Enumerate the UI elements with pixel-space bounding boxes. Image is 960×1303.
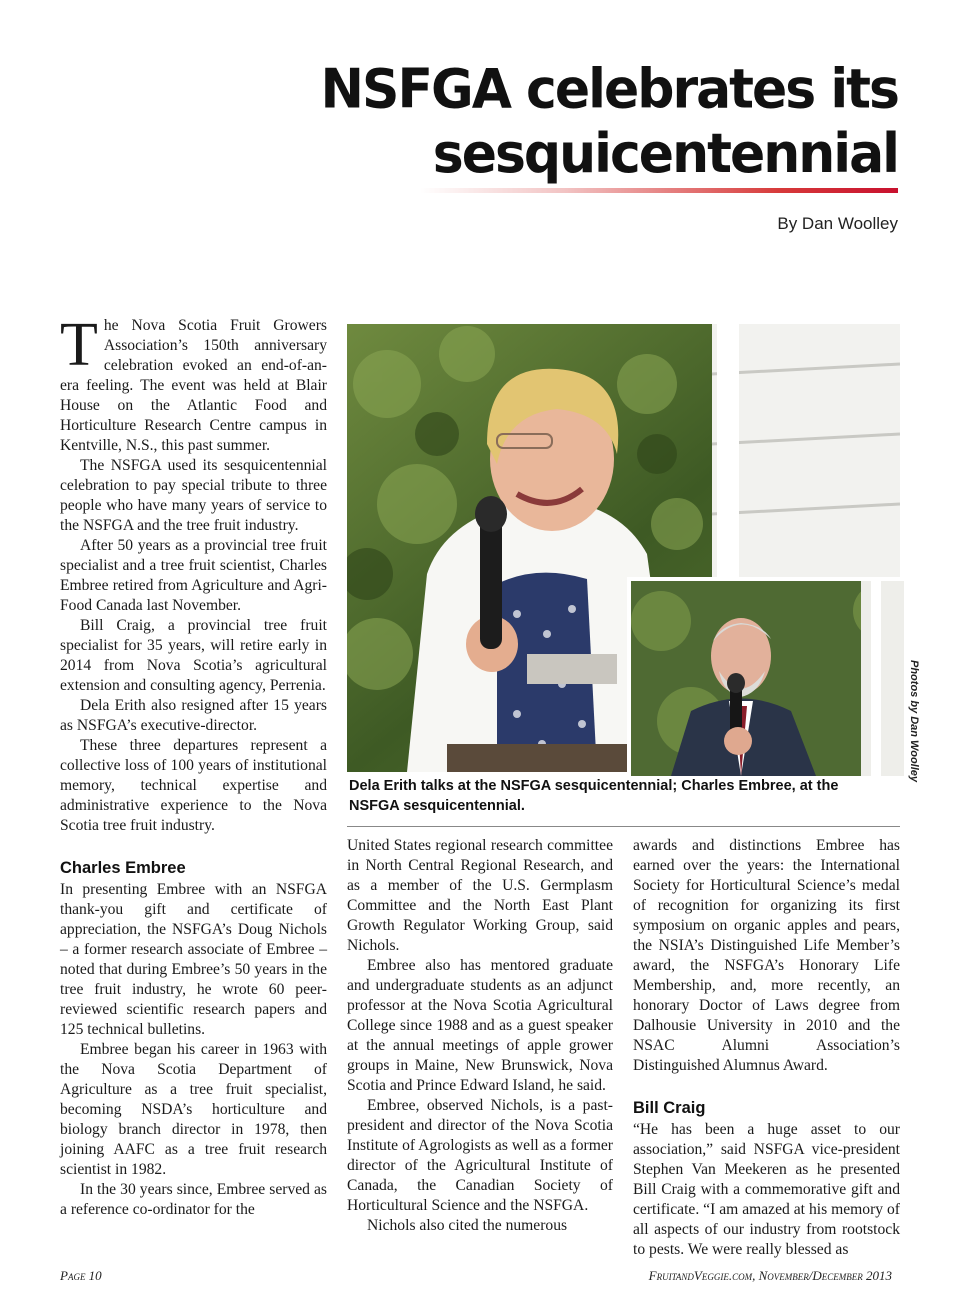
photo-credit-text: Photos by Dan Woolley: [908, 660, 920, 783]
title-line-2: sesquicentennial: [432, 123, 898, 186]
column-3: [633, 836, 900, 1260]
subhead-bill-craig: Bill Craig: [633, 1099, 706, 1117]
title-rule: [420, 188, 898, 193]
photo-credit: [906, 660, 920, 783]
paragraph: After 50 years as a provincial tree fruit specialist and a tree fruit scientist, Charles Embree retired from Agriculture and Agri-Food Canada last November.: [60, 537, 327, 614]
paragraph: Bill Craig, a provincial tree fruit specialist for 35 years, will retire early in 2014 from Nova Scotia’s agricultural extension and consulting agency, Perrenia.: [60, 617, 327, 694]
lead-paragraph-text: he Nova Scotia Fruit Growers Association’s 150th anniversary celebration evoked an end-of-an-era feeling. The event was held at Blair House on the Atlantic Food and Horticulture Research Centre campus in Kentville, N.S., this past summer.: [60, 317, 327, 454]
paragraph: These three departures represent a collective loss of 100 years of institutional memory, technical expertise and administrative experience to the Nova Scotia tree fruit industry.: [60, 737, 327, 834]
subhead-charles-embree: Charles Embree: [60, 859, 186, 877]
paragraph: Embree also has mentored graduate and undergraduate students as an adjunct professor at the Nova Scotia Agricultural College since 1988 and as a guest speaker at the annual meetings of apple grower groups in Maine, New Brunswick, Nova Scotia and Prince Edward Island, he said.: [347, 957, 613, 1094]
paragraph: awards and distinctions Embree has earned over the years: the International Society for Horticultural Science’s medal of recognition for organizing its first symposium on organic apples and pears, the NSIA’s Distinguished Life Member’s award, the NSFGA’s Honorary Life Membership, and, more recently, an honorary Doctor of Laws degree from Dalhousie University in 2010 and the NSAC Alumni Association’s Distinguished Alumnus Award.: [633, 837, 900, 1074]
paragraph: In the 30 years since, Embree served as a reference co-ordinator for the: [60, 1181, 327, 1218]
publication-footer: FruitandVeggie.com, November/December 2013: [648, 1268, 892, 1283]
column-1: [60, 311, 327, 1220]
lead-paragraph: [60, 311, 327, 456]
paragraph: Embree, observed Nichols, is a past-president and director of the Nova Scotia Institute of Agrologists as well as a former director of the Agricultural Institute of Canada, the Canadian Society of Horticultural Science and the NSFGA.: [347, 1097, 613, 1214]
title-line-1: NSFGA celebrates its: [320, 58, 898, 121]
photo-caption: Dela Erith talks at the NSFGA sesquicentennial; Charles Embree, at the NSFGA sesquicentennial.: [349, 778, 839, 814]
paragraph: United States regional research committee in North Central Regional Research, and as a member of the U.S. Germplasm Committee and the North East Plant Growth Regulator Working Group, said Nichols.: [347, 837, 613, 954]
caption-rule: [347, 826, 900, 827]
column-2: [347, 836, 613, 1236]
paragraph: “He has been a huge asset to our association,” said NSFGA vice-president Stephen Van Meekeren as he presented Bill Craig with a commemorative gift and certificate. “I am amazed at his memory of all aspects of our industry from rootstock to pests. We were really blessed as: [633, 1121, 900, 1258]
page-number: Page 10: [60, 1268, 102, 1283]
photo-charles-embree-illustration: [631, 581, 904, 776]
byline: By Dan Woolley: [777, 214, 898, 233]
paragraph: In presenting Embree with an NSFGA thank-you gift and certificate of appreciation, the NSFGA’s Doug Nichols – a former research associate of Embree – noted that during Embree’s 50 years in the tree fruit industry, he wrote 60 peer-reviewed scientific research papers and 125 technical bulletins.: [60, 881, 327, 1038]
paragraph: Nichols also cited the numerous: [367, 1217, 568, 1234]
paragraph: Dela Erith also resigned after 15 years as NSFGA’s executive-director.: [60, 697, 327, 734]
article-title: [198, 58, 898, 187]
photo-charles-embree: [627, 577, 904, 776]
paragraph: The NSFGA used its sesquicentennial celebration to pay special tribute to three people who have many years of service to the NSFGA and the tree fruit industry.: [60, 457, 327, 534]
paragraph: Embree began his career in 1963 with the Nova Scotia Department of Agriculture as a tree fruit specialist, becoming NSDA’s horticulture and biology branch director in 1978, then joining AAFC as a tree fruit research scientist in 1982.: [60, 1041, 327, 1178]
dropcap: T: [60, 311, 98, 379]
